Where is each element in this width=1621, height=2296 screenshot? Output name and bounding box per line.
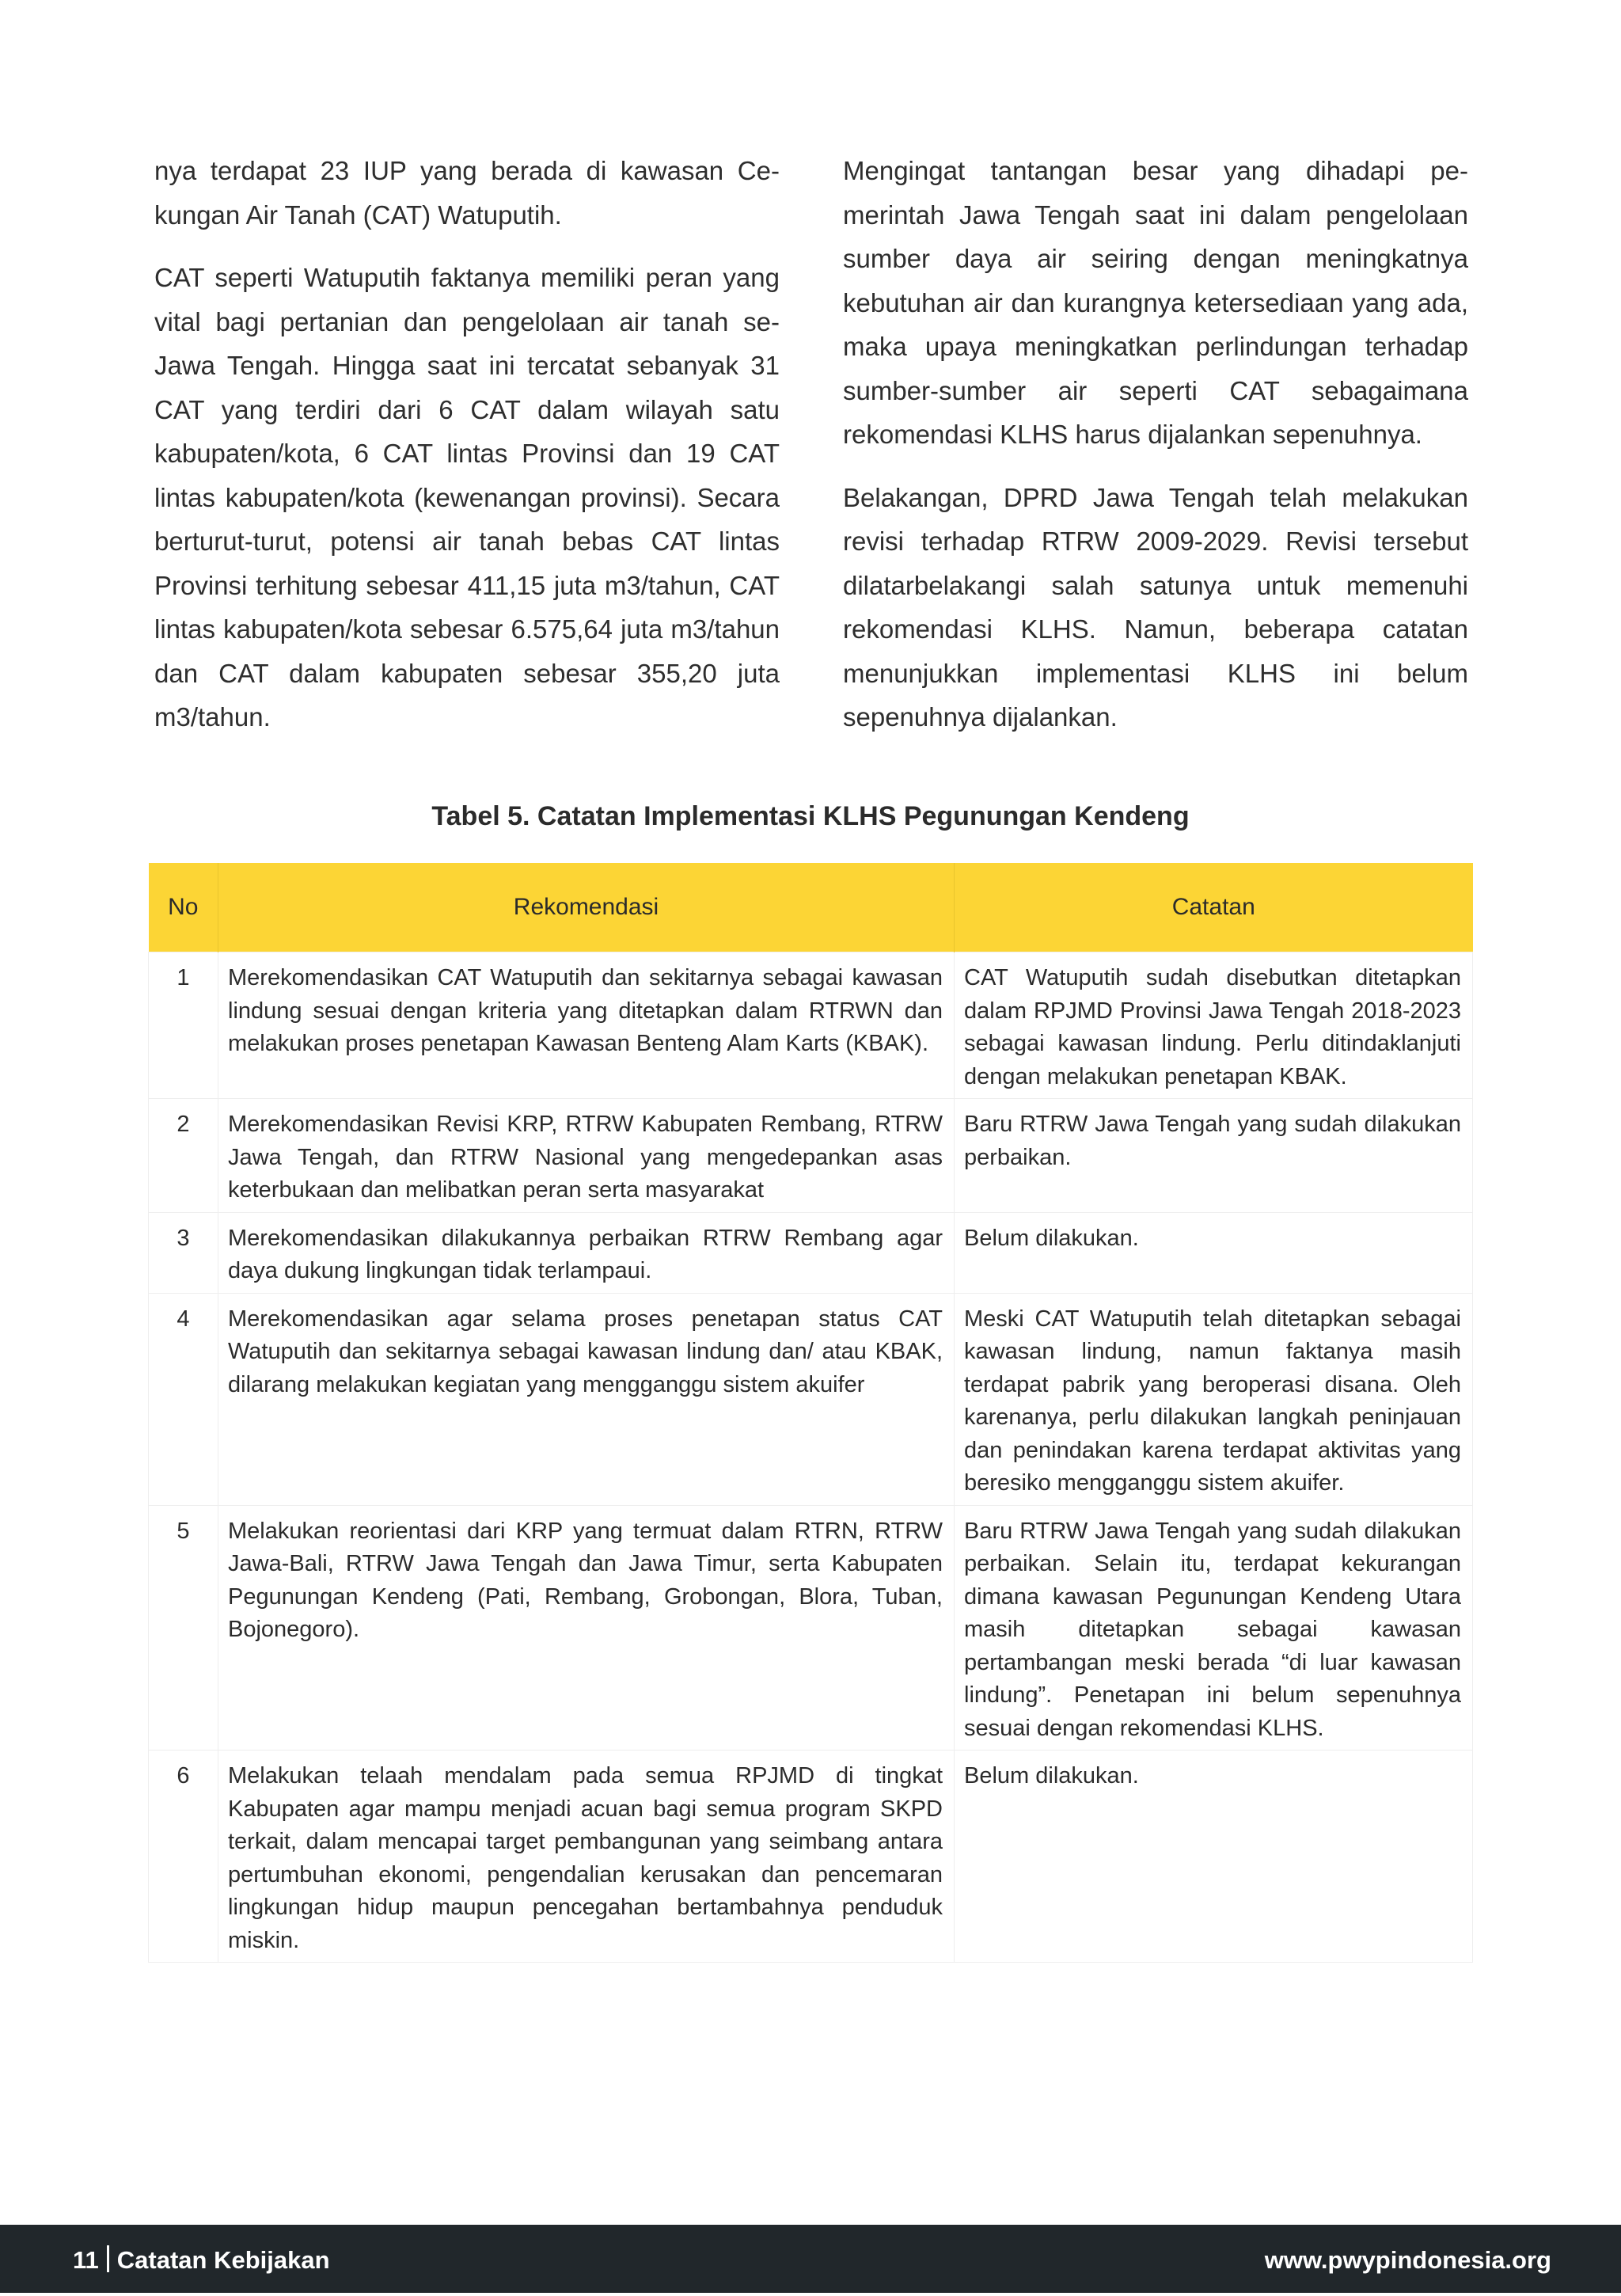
rekomendasi-cell: Merekomendasikan CAT Watuputih dan sekitarnya sebagai kawasan lindung sesuai dengan kriteria yang ditetapkan dalam RTRWN dan melakukan proses penetapan Kawasan Benteng Alam Karts (KBAK). — [218, 952, 955, 1099]
right-column — [843, 149, 1468, 758]
catatan-cell: Baru RTRW Jawa Tengah yang sudah dilakukan perbaikan. — [955, 1099, 1473, 1213]
table-row — [149, 1099, 1473, 1213]
rekomendasi-cell: Merekomendasikan agar selama proses penetapan status CAT Watuputih dan sekitarnya sebagai kawasan lindung dan/ atau KBAK, dilarang melakukan kegiatan yang mengganggu sistem akuifer — [218, 1293, 955, 1505]
paragraph: Mengingat tantangan besar yang dihadapi pemerintah Jawa Tengah saat ini dalam pengelolaan sumber daya air seiring dengan meningkatnya kebutuhan air dan kurangnya ketersediaan yang ada, maka upaya meningkatkan perlindungan terhadap sumber-sumber air seperti CAT sebagaimana rekomendasi KLHS harus dijalankan sepenuhnya. — [843, 156, 1468, 449]
rekomendasi-cell: Melakukan reorientasi dari KRP yang termuat dalam RTRN, RTRW Jawa-Bali, RTRW Jawa Tengah dan Jawa Timur, serta Kabupaten Pegunungan Kendeng (Pati, Rembang, Grobongan, Blora, Tuban, Bojonegoro). — [218, 1505, 955, 1751]
paragraph: Belakangan, DPRD Jawa Tengah telah melakukan revisi terhadap RTRW 2009-2029. Revisi tersebut dilatarbelakangi salah satunya untuk memenuhi rekomendasi KLHS. Namun, beberapa catatan menunjukkan implementasi KLHS ini belum sepenuhnya dijalankan. — [843, 482, 1468, 732]
publication-name: Catatan Kebijakan — [116, 2246, 330, 2274]
table-row — [149, 1212, 1473, 1293]
header-rekomendasi: Rekomendasi — [218, 863, 955, 952]
klhs-implementation-table — [148, 863, 1473, 1963]
rekomendasi-cell: Merekomendasikan dilakukannya perbaikan RTRW Rembang agar daya dukung lingkungan tidak terlampaui. — [218, 1212, 955, 1293]
catatan-cell: Baru RTRW Jawa Tengah yang sudah dilakukan perbaikan. Selain itu, terdapat kekurangan dimana kawasan Pegunungan Kendeng Utara masih ditetapkan sebagai kawasan pertambangan meski berada “di luar kawasan lindung”. Penetapan ini belum sepenuhnya sesuai dengan rekomendasi KLHS. — [955, 1505, 1473, 1751]
website-link[interactable]: www.pwypindonesia.org — [1264, 2246, 1551, 2274]
catatan-cell: CAT Watuputih sudah disebutkan ditetapkan dalam RPJMD Provinsi Jawa Tengah 2018-2023 sebagai kawasan lindung. Perlu ditindaklanjuti dengan melakukan penetapan KBAK. — [955, 952, 1473, 1099]
catatan-cell: Belum dilakukan. — [955, 1212, 1473, 1293]
table-header-row — [149, 863, 1473, 952]
row-number: 6 — [149, 1751, 218, 1963]
row-number: 5 — [149, 1505, 218, 1751]
table-row — [149, 1293, 1473, 1505]
catatan-cell: Belum dilakukan. — [955, 1751, 1473, 1963]
table-row — [149, 1505, 1473, 1751]
page-number: 11 — [73, 2246, 99, 2274]
header-no: No — [149, 863, 218, 952]
table-row — [149, 1751, 1473, 1963]
header-catatan: Catatan — [955, 863, 1473, 952]
row-number: 1 — [149, 952, 218, 1099]
row-number: 2 — [149, 1099, 218, 1213]
catatan-cell: Meski CAT Watuputih telah ditetapkan sebagai kawasan lindung, namun faktanya masih terdapat pabrik yang beroperasi disana. Oleh karenanya, perlu dilakukan langkah peninjauan dan penindakan karena terdapat aktivitas yang beresiko mengganggu sistem akuifer. — [955, 1293, 1473, 1505]
body-text-columns — [154, 149, 1468, 758]
page-footer — [0, 2225, 1621, 2293]
rekomendasi-cell: Merekomendasikan Revisi KRP, RTRW Kabupaten Rembang, RTRW Jawa Tengah, dan RTRW Nasional yang mengedepankan asas keterbukaan dan melibatkan peran serta masyarakat — [218, 1099, 955, 1213]
row-number: 3 — [149, 1212, 218, 1293]
footer-left — [73, 2225, 330, 2293]
table-row — [149, 952, 1473, 1099]
paragraph: CAT seperti Watuputih faktanya memiliki peran yang vital bagi pertanian dan pengelolaan air tanah se-Jawa Tengah. Hingga saat ini tercatat sebanyak 31 CAT yang terdiri dari 6 CAT dalam wilayah satu kabupaten/kota, 6 CAT lintas Provinsi dan 19 CAT lintas kabupaten/kota (kewenangan provinsi). Secara berturut-turut, potensi air tanah bebas CAT lintas Provinsi terhitung sebesar 411,15 juta m3/tahun, CAT lintas kabupaten/kota sebesar 6.575,64 juta m3/tahun dan CAT dalam kabupaten sebesar 355,20 juta m3/tahun. — [154, 263, 780, 732]
row-number: 4 — [149, 1293, 218, 1505]
divider — [107, 2245, 109, 2272]
table-title: Tabel 5. Catatan Implementasi KLHS Pegunungan Kendeng — [431, 801, 1190, 831]
left-column — [154, 149, 780, 758]
rekomendasi-cell: Melakukan telaah mendalam pada semua RPJMD di tingkat Kabupaten agar mampu menjadi acuan bagi semua program SKPD terkait, dalam mencapai target pembangunan yang seimbang antara pertumbuhan ekonomi, pengendalian kerusakan dan pencemaran lingkungan hidup maupun pencegahan bertambahnya penduduk miskin. — [218, 1751, 955, 1963]
paragraph: nya terdapat 23 IUP yang berada di kawasan Cekungan Air Tanah (CAT) Watuputih. — [154, 156, 780, 230]
